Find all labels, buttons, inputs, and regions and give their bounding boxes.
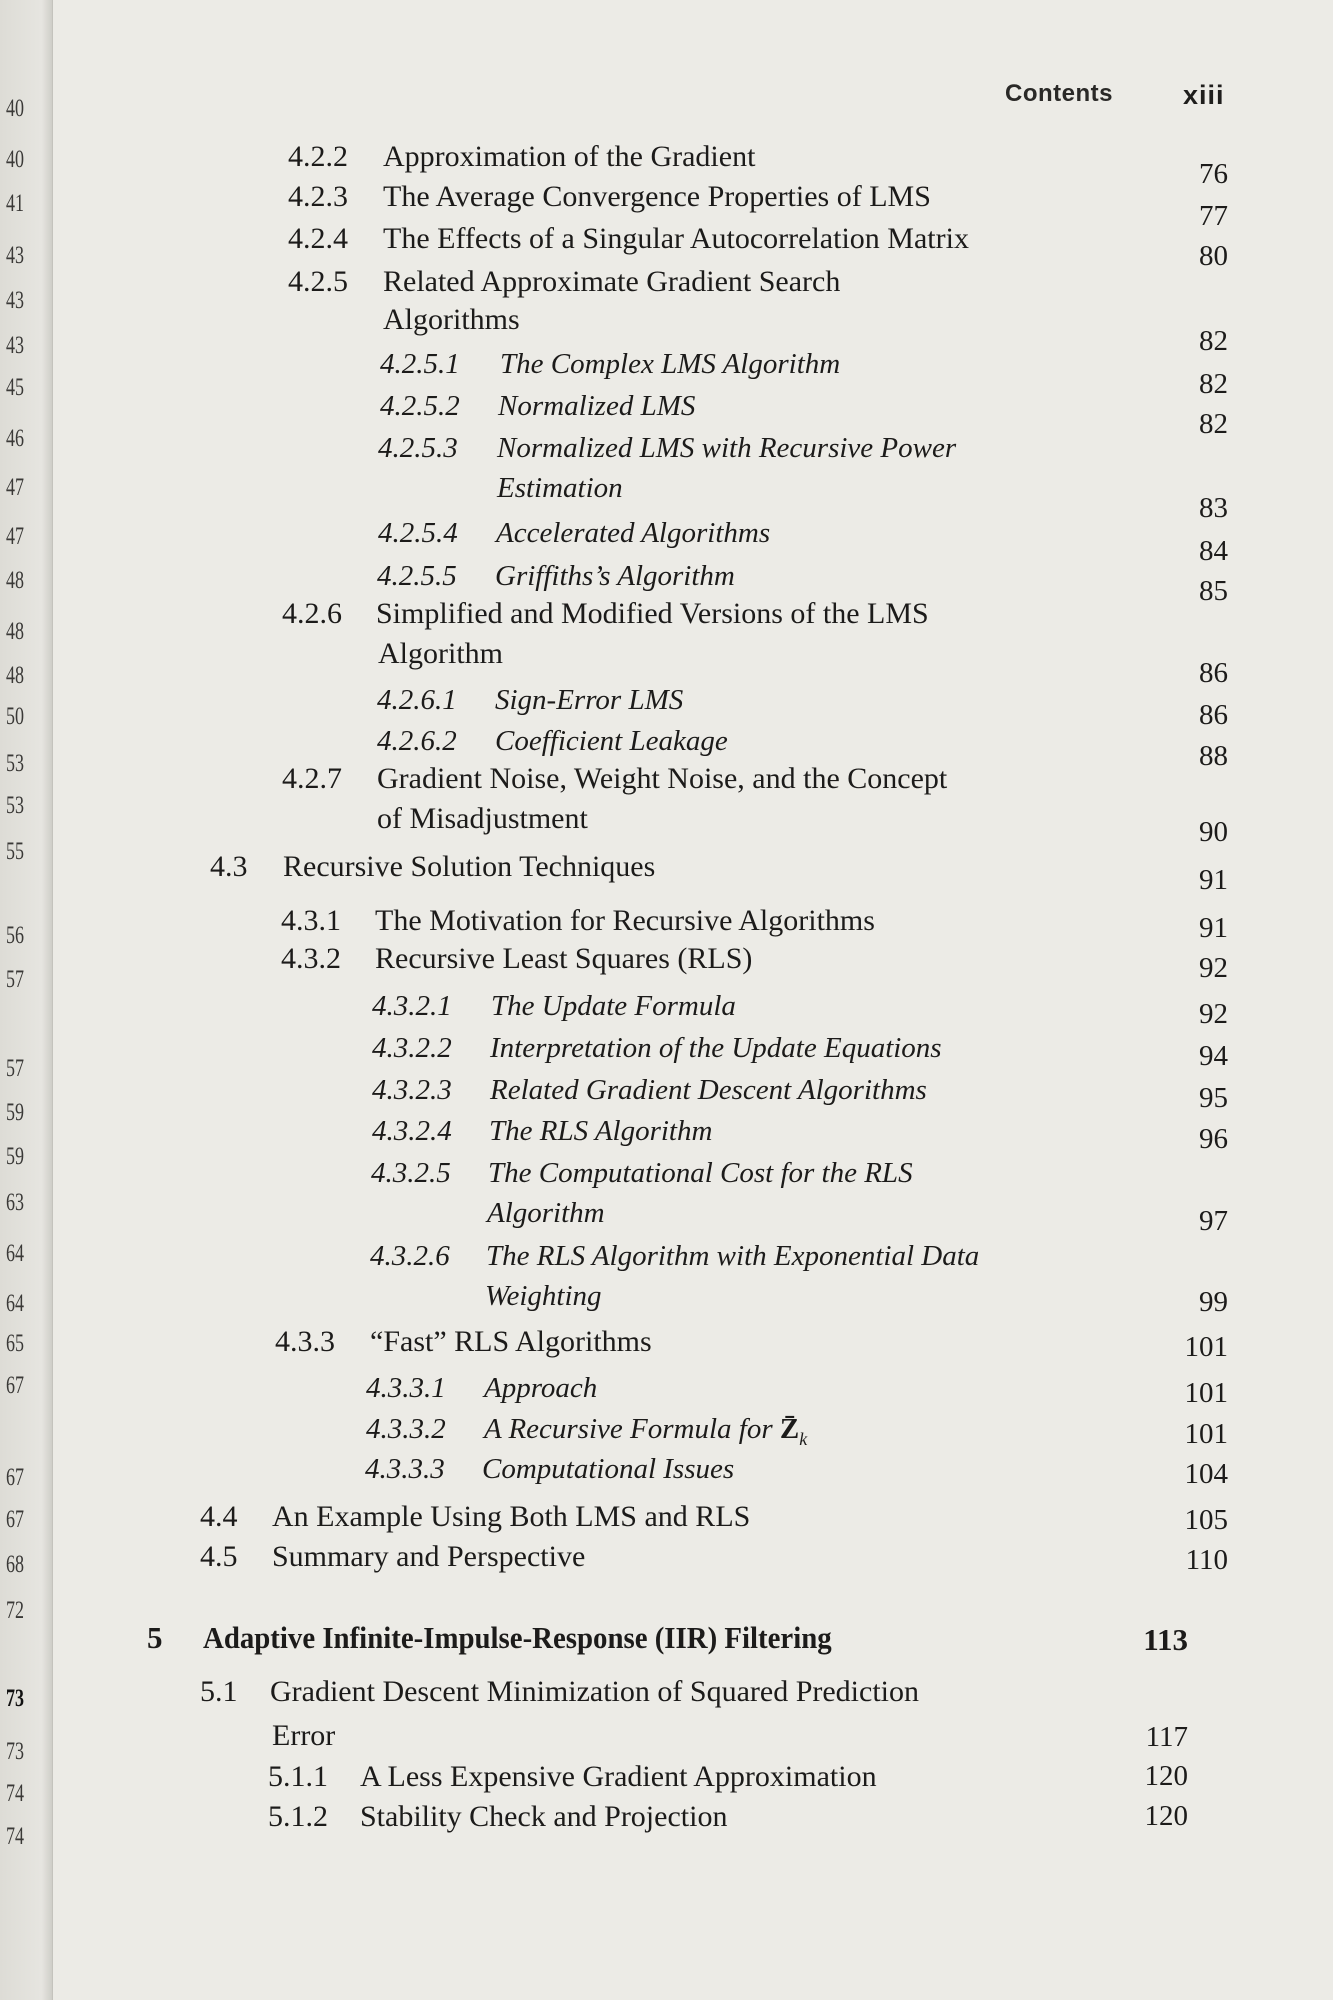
section-number: 4.2.6 <box>282 597 342 630</box>
margin-page-number: 74 <box>6 1823 24 1850</box>
margin-page-number: 40 <box>6 146 24 173</box>
section-number: 4.3.2.2 <box>372 1032 452 1064</box>
section-number: 4.3.3.1 <box>366 1372 446 1404</box>
page-number: 86 <box>1199 699 1228 731</box>
margin-page-number: 53 <box>6 750 24 777</box>
section-number: 4.3.2.6 <box>370 1240 450 1272</box>
section-number: 4.2.3 <box>288 180 348 213</box>
section-number: 4.4 <box>200 1500 238 1533</box>
section-title: The Update Formula <box>491 990 736 1022</box>
section-title-continued: Error <box>272 1719 336 1752</box>
margin-page-number: 47 <box>6 474 24 501</box>
page-number: 104 <box>1184 1458 1228 1490</box>
section-title: Gradient Descent Minimization of Squared Prediction <box>270 1675 919 1708</box>
margin-page-number: 57 <box>6 1055 24 1082</box>
page-number: 96 <box>1199 1123 1228 1155</box>
page-number: 101 <box>1184 1418 1228 1450</box>
page-number: 86 <box>1199 657 1228 689</box>
margin-page-number: 45 <box>6 374 24 401</box>
section-title: The Computational Cost for the RLS <box>488 1157 913 1189</box>
section-number: 4.2.6.1 <box>377 684 457 716</box>
page-number: 110 <box>1185 1544 1228 1576</box>
section-title-continued: Algorithms <box>383 303 520 336</box>
section-number: 4.3.3 <box>275 1325 335 1358</box>
section-title <box>484 1413 807 1450</box>
section-title: Coefficient Leakage <box>495 725 728 757</box>
section-title: Gradient Noise, Weight Noise, and the Concept <box>377 762 948 795</box>
margin-page-number: 50 <box>6 703 24 730</box>
margin-page-number: 40 <box>6 95 24 122</box>
section-number: 4.2.5.3 <box>378 432 458 464</box>
section-number: 4.2.4 <box>288 222 348 255</box>
margin-page-number: 59 <box>6 1143 24 1170</box>
section-title-continued: Estimation <box>497 472 623 504</box>
margin-page-number: 74 <box>6 1780 24 1807</box>
page-number: 82 <box>1199 325 1228 357</box>
section-number: 4.3.2 <box>281 942 341 975</box>
page-number: 117 <box>1145 1721 1188 1753</box>
margin-page-number: 64 <box>6 1240 24 1267</box>
page-number: 97 <box>1199 1205 1228 1237</box>
margin-page-number: 64 <box>6 1290 24 1317</box>
section-number: 4.2.5.4 <box>378 517 458 549</box>
section-title: A Less Expensive Gradient Approximation <box>360 1760 877 1793</box>
section-title: Interpretation of the Update Equations <box>490 1032 942 1064</box>
chapter-number: 5 <box>147 1620 163 1655</box>
section-number: 4.3.2.4 <box>372 1115 452 1147</box>
math-subscript: k <box>799 1428 808 1449</box>
section-title: The Average Convergence Properties of LMS <box>383 180 931 213</box>
section-title: Normalized LMS with Recursive Power <box>497 432 957 464</box>
section-title: Stability Check and Projection <box>360 1800 728 1833</box>
margin-page-number: 43 <box>6 287 24 314</box>
margin-page-number: 56 <box>6 922 24 949</box>
page-number: 83 <box>1199 492 1228 524</box>
page-number: 84 <box>1199 535 1228 567</box>
margin-page-number: 67 <box>6 1464 24 1491</box>
margin-page-number: 41 <box>6 190 24 217</box>
page-number: 88 <box>1199 740 1228 772</box>
section-number: 4.3.2.1 <box>372 990 452 1022</box>
page-number: 113 <box>1143 1622 1188 1657</box>
page-number: 91 <box>1199 864 1228 896</box>
section-number: 4.2.2 <box>288 140 348 173</box>
page-number: 101 <box>1184 1331 1228 1363</box>
section-title: Computational Issues <box>482 1453 735 1485</box>
margin-page-number: 67 <box>6 1506 24 1533</box>
section-title-text: A Recursive Formula for <box>484 1413 780 1445</box>
section-number: 4.5 <box>200 1540 238 1573</box>
section-number: 4.3.2.3 <box>372 1074 452 1106</box>
page-number: 95 <box>1199 1082 1228 1114</box>
margin-page-number: 43 <box>6 332 24 359</box>
section-number: 4.3.3.3 <box>365 1453 445 1485</box>
section-number: 4.3.3.2 <box>366 1413 446 1445</box>
margin-page-number: 68 <box>6 1551 24 1578</box>
margin-page-number: 72 <box>6 1597 24 1624</box>
section-title: Accelerated Algorithms <box>496 517 771 549</box>
chapter-title: Adaptive Infinite-Impulse-Response (IIR) Filtering <box>203 1620 832 1655</box>
page-number: 120 <box>1144 1800 1188 1832</box>
section-title: Sign-Error LMS <box>495 684 684 716</box>
page-number: 120 <box>1144 1760 1188 1792</box>
margin-page-number: 48 <box>6 618 24 645</box>
section-title: Approach <box>484 1372 598 1404</box>
section-title: The RLS Algorithm <box>489 1115 713 1147</box>
running-header-page-number: xiii <box>1183 80 1225 110</box>
section-title: Simplified and Modified Versions of the LMS <box>376 597 929 630</box>
section-title: The Complex LMS Algorithm <box>500 348 841 380</box>
section-number: 5.1 <box>200 1675 238 1708</box>
page-number: 101 <box>1184 1377 1228 1409</box>
page-number: 80 <box>1199 240 1228 272</box>
section-title: Normalized LMS <box>498 390 696 422</box>
section-title: Griffiths’s Algorithm <box>495 560 735 592</box>
section-number: 4.2.5.5 <box>377 560 457 592</box>
section-title: “Fast” RLS Algorithms <box>370 1325 652 1358</box>
margin-page-number: 53 <box>6 792 24 819</box>
margin-page-number: 43 <box>6 242 24 269</box>
running-header-title: Contents <box>1005 80 1113 107</box>
page-number: 92 <box>1199 952 1228 984</box>
section-title-continued: Weighting <box>485 1280 602 1312</box>
margin-page-number: 63 <box>6 1189 24 1216</box>
section-number: 4.2.7 <box>282 762 342 795</box>
section-title: Recursive Least Squares (RLS) <box>375 942 753 975</box>
section-title: The Motivation for Recursive Algorithms <box>375 904 875 937</box>
margin-page-number: 65 <box>6 1330 24 1357</box>
page-number: 76 <box>1199 158 1228 190</box>
section-number: 4.2.5 <box>288 265 348 298</box>
section-title-continued: Algorithm <box>378 637 503 670</box>
previous-page-edge <box>0 0 53 2000</box>
margin-page-number: 48 <box>6 662 24 689</box>
margin-page-number: 47 <box>6 523 24 550</box>
section-title: An Example Using Both LMS and RLS <box>272 1500 751 1533</box>
margin-page-number: 59 <box>6 1099 24 1126</box>
page-number: 90 <box>1199 816 1228 848</box>
page-number: 77 <box>1199 200 1228 232</box>
section-title: Related Approximate Gradient Search <box>383 265 841 298</box>
page-number: 99 <box>1199 1286 1228 1318</box>
section-title-continued: of Misadjustment <box>377 802 588 835</box>
section-title: Related Gradient Descent Algorithms <box>490 1074 927 1106</box>
section-number: 5.1.1 <box>268 1760 328 1793</box>
margin-page-number: 57 <box>6 966 24 993</box>
section-number: 4.3 <box>210 850 248 883</box>
margin-page-number: 48 <box>6 567 24 594</box>
section-title-continued: Algorithm <box>487 1197 605 1229</box>
section-number: 4.2.6.2 <box>377 725 457 757</box>
page-number: 92 <box>1199 998 1228 1030</box>
section-title: Approximation of the Gradient <box>383 140 756 173</box>
margin-page-number: 46 <box>6 425 24 452</box>
page-number: 105 <box>1184 1504 1228 1536</box>
section-number: 4.3.1 <box>281 904 341 937</box>
margin-page-number: 73 <box>6 1685 24 1712</box>
page-number: 94 <box>1199 1040 1228 1072</box>
page-number: 82 <box>1199 368 1228 400</box>
section-title: The Effects of a Singular Autocorrelation Matrix <box>383 222 969 255</box>
page-number: 85 <box>1199 575 1228 607</box>
section-number: 4.2.5.1 <box>380 348 460 380</box>
math-symbol: Z̄ <box>779 1413 800 1445</box>
section-title: Recursive Solution Techniques <box>283 850 656 883</box>
margin-page-number: 67 <box>6 1372 24 1399</box>
margin-page-number: 73 <box>6 1738 24 1765</box>
section-title: The RLS Algorithm with Exponential Data <box>486 1240 980 1272</box>
page-number: 82 <box>1199 408 1228 440</box>
section-title: Summary and Perspective <box>272 1540 586 1573</box>
margin-page-number: 55 <box>6 838 24 865</box>
section-number: 5.1.2 <box>268 1800 328 1833</box>
page-number: 91 <box>1199 912 1228 944</box>
section-number: 4.3.2.5 <box>371 1157 451 1189</box>
section-number: 4.2.5.2 <box>380 390 460 422</box>
